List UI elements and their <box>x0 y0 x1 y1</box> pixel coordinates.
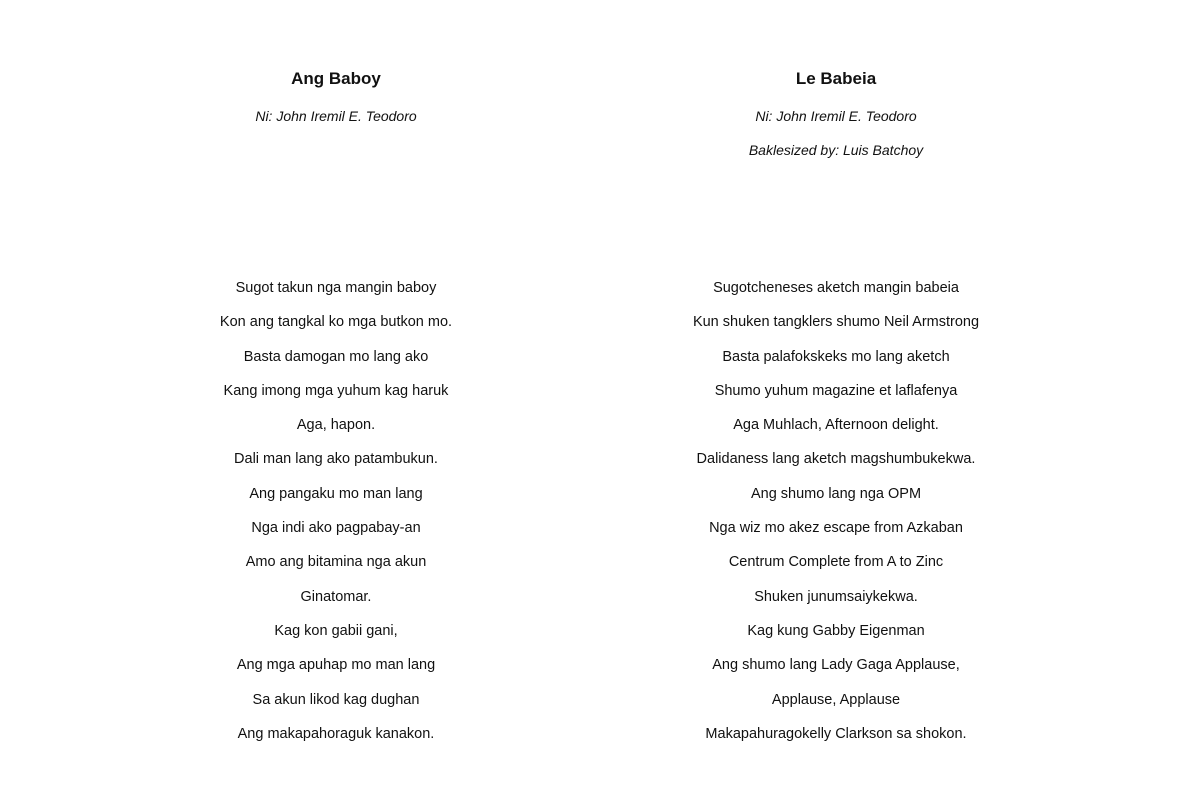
verse-line: Amo ang bitamina nga akun <box>245 554 427 571</box>
verse-line: Kag kon gabii gani, <box>274 622 398 639</box>
verse-line: Kon ang tangkal ko mga butkon mo. <box>219 314 453 331</box>
original-verse <box>116 278 556 758</box>
verse-line: Dali man lang ako patambukun. <box>234 451 438 468</box>
original-author: Ni: John Iremil E. Teodoro <box>255 108 417 124</box>
verse-line: Ang shumo lang Lady Gaga Applause, <box>712 657 960 674</box>
verse-line: Basta palafokskeks mo lang aketch <box>722 348 950 365</box>
verse-line: Shumo yuhum magazine et laflafenya <box>714 382 958 399</box>
verse-line: Ang makapahoraguk kanakon. <box>237 725 435 742</box>
parody-author: Ni: John Iremil E. Teodoro <box>755 108 917 124</box>
parody-translator: Baklesized by: Luis Batchoy <box>748 142 924 158</box>
verse-line: Sugot takun nga mangin baboy <box>235 280 437 296</box>
verse-line: Applause, Applause <box>771 691 901 708</box>
parody-verse <box>616 278 1056 758</box>
original-poem <box>116 68 556 742</box>
original-title: Ang Baboy <box>291 69 381 88</box>
verse-line: Aga Muhlach, Afternoon delight. <box>733 417 939 434</box>
verse-line: Dalidaness lang aketch magshumbukekwa. <box>696 451 976 468</box>
verse-line: Shuken junumsaiykekwa. <box>754 588 918 605</box>
verse-line: Basta damogan mo lang ako <box>243 348 429 365</box>
verse-line: Aga, hapon. <box>296 417 376 434</box>
verse-line: Nga indi ako pagpabay-an <box>251 520 421 537</box>
verse-line: Ginatomar. <box>300 588 372 605</box>
verse-line: Sugotcheneses aketch mangin babeia <box>713 280 959 296</box>
verse-line: Nga wiz mo akez escape from Azkaban <box>709 520 963 537</box>
verse-line: Ang shumo lang nga OPM <box>750 485 922 502</box>
parody-poem <box>616 68 1056 742</box>
verse-line: Makapahuragokelly Clarkson sa shokon. <box>705 725 967 742</box>
verse-line: Ang pangaku mo man lang <box>249 485 423 502</box>
verse-line: Kun shuken tangklers shumo Neil Armstrong <box>692 314 980 331</box>
verse-line: Ang mga apuhap mo man lang <box>236 657 436 674</box>
parody-title: Le Babeia <box>795 69 877 88</box>
verse-line: Sa akun likod kag dughan <box>252 691 420 708</box>
verse-line: Kang imong mga yuhum kag haruk <box>223 382 449 399</box>
verse-line: Kag kung Gabby Eigenman <box>747 622 925 639</box>
verse-line: Centrum Complete from A to Zinc <box>728 554 944 571</box>
